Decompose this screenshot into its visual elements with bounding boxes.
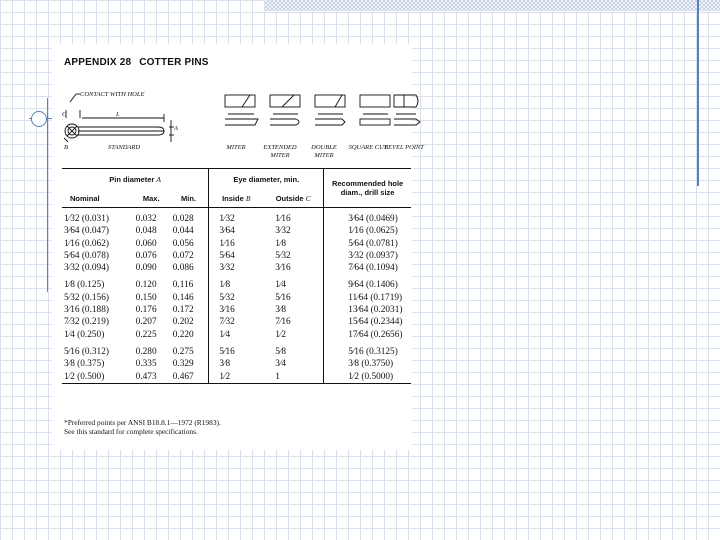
hole-cell: 17⁄64 (0.2656) [348, 329, 403, 340]
outside-cell: 7⁄16 [263, 316, 324, 328]
inside-cell: 5⁄64 [219, 250, 235, 261]
outside-cell: 1 [263, 371, 324, 384]
outside-cell: 5⁄16 [263, 292, 324, 304]
table-row [62, 225, 411, 237]
nominal-cell: 1⁄32 (0.031) [64, 214, 109, 224]
end-style-labels [220, 144, 424, 166]
nominal-cell: 1⁄4 (0.250) [64, 329, 105, 340]
nominal-cell: 5⁄64 (0.078) [64, 250, 109, 261]
end-style-label-miter: MITER [226, 144, 246, 151]
inside-cell: 1⁄2 [209, 371, 263, 384]
hole-cell: 3⁄8 (0.3750) [348, 359, 394, 370]
footnote [64, 418, 394, 436]
max-cell: 0.120 [135, 280, 157, 291]
min-cell: 0.146 [169, 292, 209, 304]
footnote-line-2: See this standard for complete specifications. [64, 427, 198, 436]
standard-pin-drawing [64, 94, 174, 142]
table-row [62, 274, 411, 291]
inside-cell: 1⁄8 [219, 280, 231, 291]
page-title: COTTER PINS [139, 57, 209, 68]
extended-miter-end-drawing [270, 95, 300, 125]
max-cell: 0.076 [135, 250, 157, 261]
hole-cell: 13⁄64 (0.2031) [348, 305, 403, 316]
max-cell: 0.150 [135, 292, 157, 303]
hole-cell: 7⁄64 (0.1094) [348, 263, 398, 274]
nominal-cell: 7⁄32 (0.219) [64, 317, 109, 328]
nominal-cell: 5⁄32 (0.156) [64, 292, 109, 303]
decorative-header-band [265, 0, 720, 11]
nominal-header: Nominal [62, 189, 134, 208]
outside-cell: 1⁄4 [263, 274, 324, 291]
end-style-label-bevel-point: BEVEL POINT [384, 144, 424, 151]
cotter-pin-table [62, 168, 411, 384]
table-row [62, 341, 411, 358]
min-cell: 0.220 [169, 329, 209, 341]
outside-cell: 3⁄16 [263, 262, 324, 274]
decorative-vertical-rule-left [47, 98, 48, 292]
nominal-cell: 3⁄16 (0.188) [64, 305, 109, 316]
inside-cell: 3⁄64 [219, 226, 235, 237]
page-heading [64, 57, 209, 68]
hole-cell: 1⁄2 (0.5000) [324, 371, 411, 384]
max-cell: 0.090 [135, 263, 157, 274]
nominal-cell: 1⁄2 (0.500) [62, 371, 134, 384]
bevel-point-drawing [394, 95, 420, 125]
min-cell: 0.275 [169, 341, 209, 358]
min-cell: 0.467 [169, 371, 209, 384]
min-cell: 0.072 [169, 250, 209, 262]
min-cell: 0.116 [169, 274, 209, 291]
max-cell: 0.060 [135, 238, 157, 249]
inside-cell: 1⁄32 [219, 214, 235, 224]
dim-c-label: C [62, 111, 67, 118]
outside-cell: 3⁄4 [263, 358, 324, 370]
table-row [62, 316, 411, 328]
decorative-vertical-rule-right [697, 0, 699, 186]
nominal-cell: 3⁄8 (0.375) [64, 359, 105, 370]
max-header: Max. [134, 189, 169, 208]
dim-a-label: A [174, 125, 178, 132]
appendix-label: APPENDIX 28 [64, 57, 132, 68]
max-cell: 0.335 [135, 359, 157, 370]
max-cell: 0.176 [135, 305, 157, 316]
pin-diameter-header: Pin diameter A [62, 169, 209, 190]
nominal-cell: 5⁄16 (0.312) [64, 346, 109, 357]
end-style-drawings [225, 95, 416, 125]
table-row [62, 292, 411, 304]
max-cell: 0.280 [135, 346, 157, 357]
inside-cell: 7⁄32 [219, 317, 235, 328]
inside-cell: 1⁄4 [219, 329, 231, 340]
outside-cell: 5⁄32 [263, 250, 324, 262]
square-cut-end-drawing [360, 95, 390, 125]
hammer-lock-drawing [438, 88, 439, 89]
hole-cell: 3⁄32 (0.0937) [348, 250, 398, 261]
min-cell: 0.056 [169, 238, 209, 250]
outside-cell: 1⁄2 [263, 329, 324, 341]
nominal-cell: 3⁄32 (0.094) [64, 263, 109, 274]
outside-cell: 1⁄8 [263, 238, 324, 250]
outside-cell: 3⁄32 [263, 225, 324, 237]
inside-cell: 3⁄16 [219, 305, 235, 316]
min-cell: 0.202 [169, 316, 209, 328]
hole-cell: 15⁄64 (0.2344) [348, 317, 403, 328]
dim-b-label: B [64, 144, 68, 150]
min-cell: 0.044 [169, 225, 209, 237]
table-row [62, 238, 411, 250]
table-row [62, 250, 411, 262]
nominal-cell: 1⁄8 (0.125) [64, 280, 105, 291]
table-row [62, 304, 411, 316]
min-cell: 0.172 [169, 304, 209, 316]
inside-cell: 5⁄32 [219, 292, 235, 303]
hole-cell: 9⁄64 (0.1406) [348, 280, 398, 291]
inside-cell: 1⁄16 [219, 238, 235, 249]
recommended-hole-header: Recommended hole diam., drill size [324, 169, 411, 208]
table-row [62, 329, 411, 341]
end-style-label-square-cut: SQUARE CUT [348, 144, 388, 151]
contact-label: CONTACT WITH HOLE [80, 91, 145, 98]
table-row [62, 262, 411, 274]
max-cell: 0.225 [135, 329, 157, 340]
double-miter-end-drawing [315, 95, 345, 125]
inside-header: Inside B [209, 189, 263, 208]
decorative-circle [31, 111, 47, 127]
inside-cell: 3⁄8 [219, 359, 231, 370]
eye-diameter-header: Eye diameter, min. [209, 169, 324, 190]
max-cell: 0.473 [134, 371, 169, 384]
nominal-cell: 1⁄16 (0.062) [64, 238, 109, 249]
max-cell: 0.207 [135, 317, 157, 328]
table-row [62, 358, 411, 370]
table-row [62, 208, 411, 226]
min-cell: 0.028 [169, 208, 209, 226]
min-header: Min. [169, 189, 209, 208]
appendix-page [52, 44, 424, 450]
hole-cell: 5⁄64 (0.0781) [348, 238, 398, 249]
inside-cell: 5⁄16 [219, 346, 235, 357]
outside-cell: 3⁄8 [263, 304, 324, 316]
miter-end-drawing [225, 95, 258, 125]
inside-cell: 3⁄32 [219, 263, 235, 274]
end-style-label-extended-miter: EXTENDED MITER [263, 144, 297, 159]
hole-cell: 3⁄64 (0.0469) [348, 214, 398, 224]
min-cell: 0.329 [169, 358, 209, 370]
nominal-cell: 3⁄64 (0.047) [64, 226, 109, 237]
hole-cell: 11⁄64 (0.1719) [348, 292, 403, 303]
table-row [62, 371, 411, 384]
end-style-drawings-right [392, 88, 472, 150]
footnote-line-1: *Preferred points per ANSI B18.8.1—1972 (R1983). [64, 418, 221, 427]
cotter-pin-diagram [60, 88, 416, 150]
end-style-label-double-miter: DOUBLE MITER [311, 144, 337, 159]
outside-cell: 5⁄8 [263, 341, 324, 358]
outside-cell: 1⁄16 [263, 208, 324, 226]
length-label: L [116, 111, 120, 118]
min-cell: 0.086 [169, 262, 209, 274]
outside-header: Outside C [263, 189, 324, 208]
hole-cell: 1⁄16 (0.0625) [348, 226, 398, 237]
max-cell: 0.032 [135, 214, 157, 224]
hole-cell: 5⁄16 (0.3125) [348, 346, 398, 357]
standard-label: STANDARD [108, 144, 141, 150]
max-cell: 0.048 [135, 226, 157, 237]
